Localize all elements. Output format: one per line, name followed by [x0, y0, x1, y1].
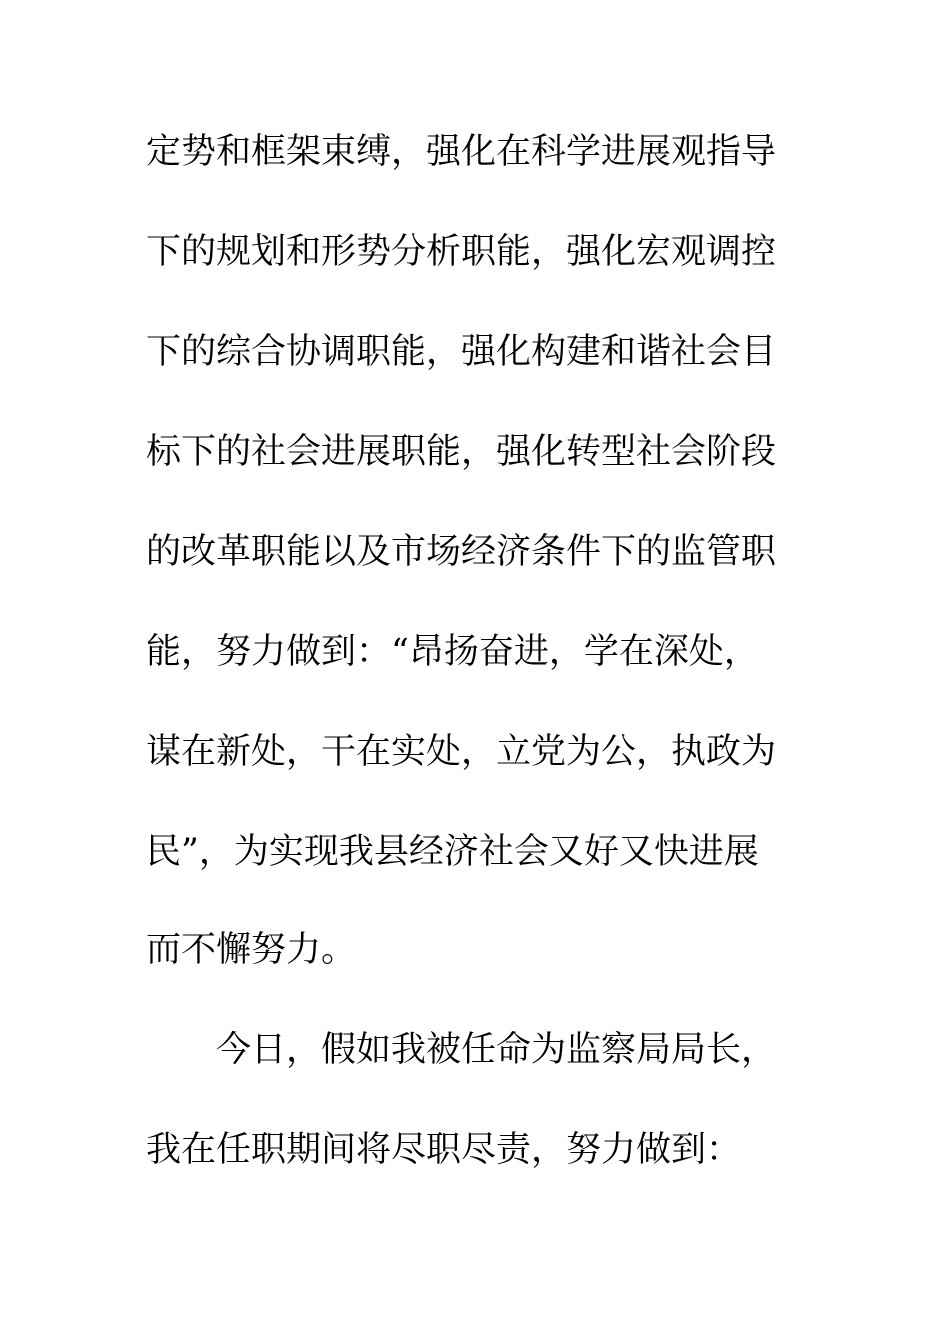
paragraph-2-line-2: 我在任职期间将尽职尽责，努力做到： [146, 1130, 742, 1170]
paragraph-1-line-4: 标下的社会进展职能，强化转型社会阶段 [146, 432, 777, 472]
paragraph-1-line-1: 定势和框架束缚，强化在科学进展观指导 [146, 132, 777, 172]
paragraph-1-line-8: 民”，为实现我县经济社会又好又快进展 [146, 832, 759, 872]
paragraph-1-line-6: 能，努力做到：“昂扬奋进，学在深处， [146, 632, 759, 672]
paragraph-1-line-3: 下的综合协调职能，强化构建和谐社会目 [146, 332, 777, 372]
paragraph-1-line-5: 的改革职能以及市场经济条件下的监管职 [146, 532, 777, 572]
paragraph-1-line-9: 而不懈努力。 [146, 930, 357, 970]
paragraph-1-line-2: 下的规划和形势分析职能，强化宏观调控 [146, 232, 777, 272]
paragraph-1-line-7: 谋在新处，干在实处，立党为公，执政为 [146, 732, 777, 772]
paragraph-2-line-1: 今日，假如我被任命为监察局局长， [216, 1030, 777, 1070]
